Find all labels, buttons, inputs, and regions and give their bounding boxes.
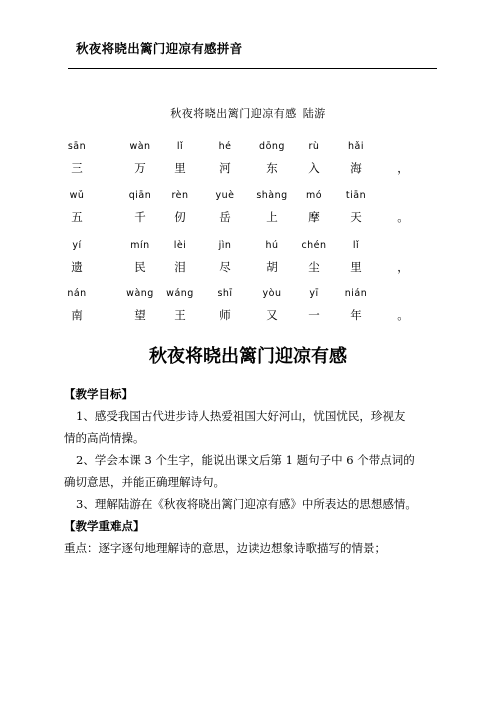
goal-1-line-1: 1、感受我国古代进步诗人热爱祖国大好河山，忧国忧民，珍视友 [76, 409, 406, 423]
key-points-heading: 【教学重难点】 [64, 519, 145, 533]
pinyin-syllable: shī [217, 288, 233, 299]
poem-character: 望 [134, 308, 146, 322]
pinyin-syllable: chén [301, 240, 327, 251]
pinyin-syllable: wǔ [69, 190, 85, 201]
pinyin-syllable: wàn [129, 141, 151, 152]
poem-character: 胡 [266, 260, 278, 274]
poem-character: 师 [219, 308, 231, 322]
pinyin-syllable: nián [344, 288, 368, 299]
pinyin-syllable: yī [309, 288, 319, 299]
poem-character: 南 [71, 308, 83, 322]
poem-character: 里 [350, 260, 362, 274]
poem-character: 五 [71, 210, 83, 224]
goal-2-line-2: 确切意思，并能正确理解诗句。 [64, 475, 225, 489]
poem-character: 海 [350, 161, 362, 175]
goal-1 [64, 405, 434, 449]
pinyin-syllable: sān [67, 141, 87, 152]
poem-character: 年 [350, 308, 362, 322]
key-point-1: 重点：逐字逐句地理解诗的意思，边读边想象诗歌描写的情景； [64, 541, 386, 555]
pinyin-syllable: tiān [345, 190, 367, 201]
poem-character: 仞 [174, 210, 186, 224]
pinyin-syllable: shàng [256, 190, 288, 201]
pinyin-syllable: lǐ [352, 240, 360, 251]
punctuation-mark: ， [397, 161, 409, 175]
character-row [0, 307, 496, 321]
poem-character: 摩 [308, 210, 320, 224]
pinyin-syllable: dōng [259, 141, 285, 152]
poem-character: 又 [266, 308, 278, 322]
poem-character: 岳 [219, 210, 231, 224]
poem-title: 秋夜将晓出篱门迎凉有感 [170, 107, 297, 120]
pinyin-syllable: yòu [262, 288, 282, 299]
teaching-goals-heading: 【教学目标】 [64, 387, 133, 401]
character-row [0, 259, 496, 273]
pinyin-syllable: mó [305, 190, 323, 201]
character-row [0, 160, 496, 174]
poem-character: 东 [266, 161, 278, 175]
pinyin-row [0, 240, 496, 254]
poem-character: 尽 [219, 260, 231, 274]
poem-character: 三 [71, 161, 83, 175]
poem-character: 天 [350, 210, 362, 224]
punctuation-mark: 。 [397, 210, 409, 224]
poem-heading [0, 105, 496, 121]
pinyin-syllable: wàng [126, 288, 154, 299]
goal-2 [64, 449, 434, 493]
lesson-title: 秋夜将晓出篱门迎凉有感 [149, 346, 347, 367]
pinyin-syllable: wáng [166, 288, 194, 299]
lesson-body [64, 383, 434, 559]
pinyin-syllable: lǐ [176, 141, 184, 152]
punctuation-mark: ， [397, 260, 409, 274]
pinyin-syllable: qiān [128, 190, 152, 201]
header-divider [68, 68, 437, 69]
character-row [0, 209, 496, 223]
pinyin-syllable: hǎi [348, 141, 364, 152]
pinyin-row [0, 288, 496, 302]
pinyin-syllable: rèn [171, 190, 189, 201]
poem-character: 王 [174, 308, 186, 322]
poem-character: 民 [134, 260, 146, 274]
poem-character: 千 [134, 210, 146, 224]
poem-character: 万 [134, 161, 146, 175]
pinyin-syllable: nán [67, 288, 87, 299]
pinyin-syllable: yuè [215, 190, 235, 201]
goal-2-line-1: 2、学会本课 3 个生字，能说出课文后第 1 题句子中 6 个带点词的 [76, 453, 415, 467]
goal-3: 3、理解陆游在《秋夜将晓出篱门迎凉有感》中所表达的思想感情。 [76, 497, 417, 511]
pinyin-row [0, 190, 496, 204]
poem-character: 入 [308, 161, 320, 175]
page-header-title: 秋夜将晓出篱门迎凉有感拼音 [76, 41, 243, 56]
pinyin-syllable: rù [308, 141, 320, 152]
pinyin-syllable: hú [265, 240, 279, 251]
poem-character: 尘 [308, 260, 320, 274]
pinyin-syllable: mín [130, 240, 150, 251]
poem-author: 陆游 [302, 107, 326, 120]
goal-1-line-2: 情的高尚情操。 [64, 431, 145, 445]
pinyin-syllable: lèi [173, 240, 187, 251]
pinyin-syllable: hé [218, 141, 232, 152]
poem-character: 泪 [174, 260, 186, 274]
poem-character: 上 [266, 210, 278, 224]
punctuation-mark: 。 [397, 308, 409, 322]
pinyin-row [0, 141, 496, 155]
poem-character: 一 [308, 308, 320, 322]
pinyin-syllable: yí [72, 240, 82, 251]
poem-character: 里 [174, 161, 186, 175]
pinyin-syllable: jìn [218, 240, 232, 251]
poem-character: 河 [219, 161, 231, 175]
poem-character: 遗 [71, 260, 83, 274]
